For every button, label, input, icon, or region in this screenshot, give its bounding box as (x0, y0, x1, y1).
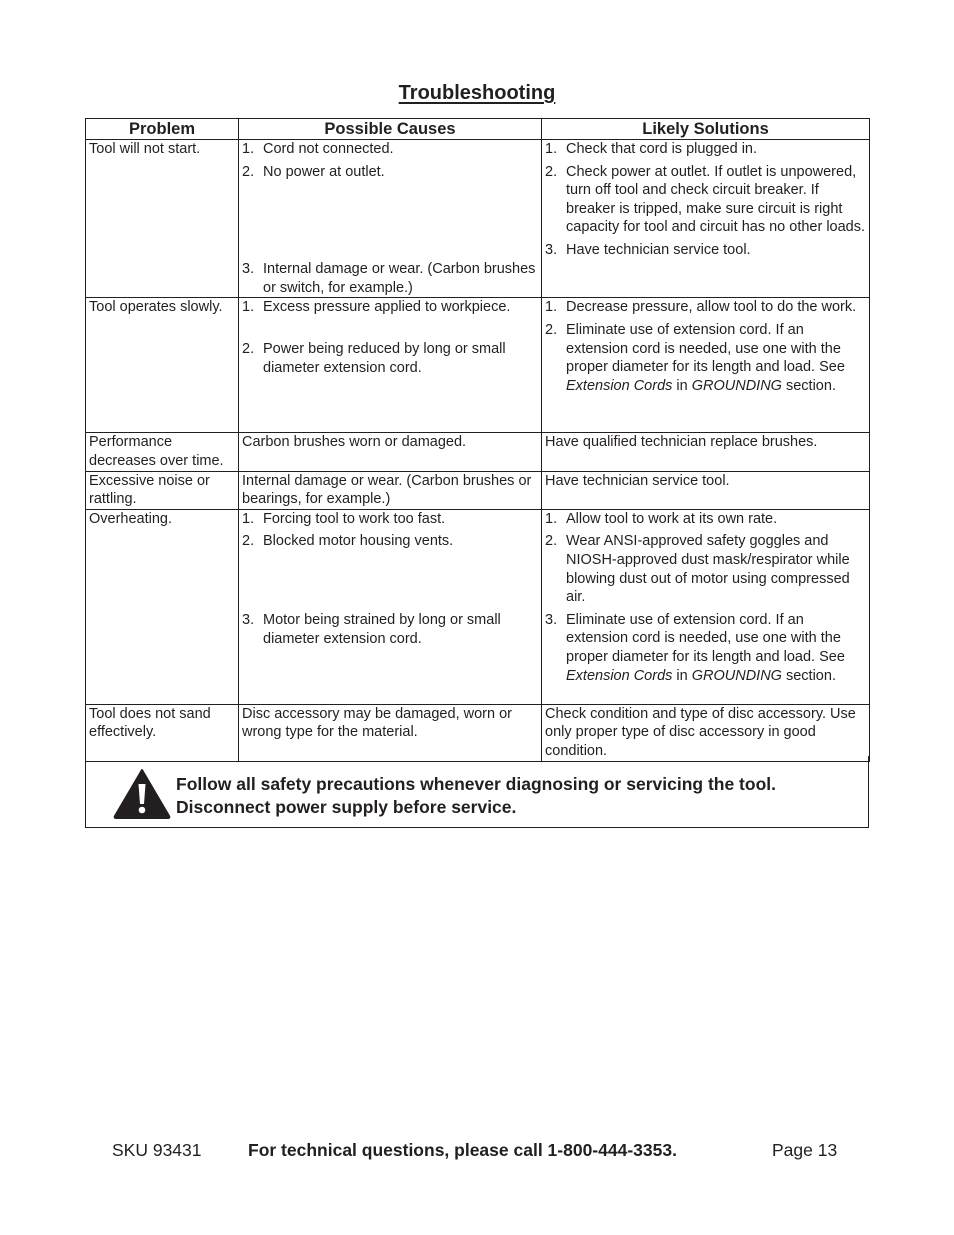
cause-item: 3. Internal damage or wear. (Carbon brushes or switch, for example.) (242, 261, 536, 296)
solution-item: 1. Allow tool to work at its own rate. (545, 510, 778, 527)
header-problem: Problem (86, 119, 239, 140)
problem-cell: Overheating. (86, 509, 239, 704)
cause-cell: Disc accessory may be damaged, worn or wrong type for the material. (239, 704, 542, 761)
solution-item: 2. Wear ANSI-approved safety goggles and NIOSH-approved dust mask/respirator while blowing dust out of motor using compressed air. (545, 533, 850, 606)
causes-cell (239, 298, 542, 433)
solution-item: 3. Have technician service tool. (545, 241, 751, 258)
solution-item: 2. Eliminate use of extension cord. If an extension cord is needed, use one with the proper diameter for its length and load. See Extension Cords in GROUNDING section. (545, 321, 845, 394)
footer-page-number: Page 13 (772, 1140, 838, 1160)
solutions-cell (542, 298, 870, 433)
solutions-cell (542, 140, 870, 298)
table-row (86, 140, 870, 298)
table-row (86, 509, 870, 704)
table-row (86, 298, 870, 433)
troubleshooting-table (85, 118, 870, 762)
cause-item: 1. Excess pressure applied to workpiece. (242, 299, 511, 316)
causes-cell (239, 509, 542, 704)
solution-item: 1. Decrease pressure, allow tool to do the work. (545, 299, 857, 316)
cause-item: 2. Power being reduced by long or small diameter extension cord. (242, 340, 506, 376)
cause-item: 2. Blocked motor housing vents. (242, 533, 454, 550)
table-row (86, 433, 870, 471)
warning-line-2: Disconnect power supply before service. (176, 797, 517, 817)
header-possible-causes: Possible Causes (239, 119, 542, 140)
table-header-row (86, 119, 870, 140)
problem-cell: Performance decreases over time. (86, 433, 239, 471)
header-likely-solutions: Likely Solutions (542, 119, 870, 140)
cause-item: 1. Cord not connected. (242, 141, 394, 157)
cause-item: 1. Forcing tool to work too fast. (242, 510, 446, 527)
problem-cell: Tool operates slowly. (86, 298, 239, 433)
table-row (86, 704, 870, 761)
solution-cell: Check condition and type of disc accessory. Use only proper type of disc accessory in good condition. (542, 704, 870, 761)
causes-cell (239, 140, 542, 298)
title-text: Troubleshooting (398, 82, 556, 104)
footer-sku: SKU 93431 (112, 1140, 202, 1160)
cause-cell: Carbon brushes worn or damaged. (239, 433, 542, 471)
solutions-cell (542, 509, 870, 704)
problem-cell: Tool will not start. (86, 140, 239, 298)
cause-cell: Internal damage or wear. (Carbon brushes or bearings, for example.) (239, 471, 542, 509)
solution-item: 2. Check power at outlet. If outlet is unpowered, turn off tool and check circuit breaker. If breaker is tripped, make sure circuit is right capacity for tool and circuit has no other loads. (545, 163, 866, 236)
solution-item: 1. Check that cord is plugged in. (545, 141, 758, 157)
page-title (0, 82, 954, 105)
footer-support-line: For technical questions, please call 1-800-444-3353. (248, 1140, 677, 1160)
table-row (86, 471, 870, 509)
safety-warning-box (85, 756, 869, 828)
cause-item: 2. No power at outlet. (242, 163, 385, 180)
warning-line-1: Follow all safety precautions whenever diagnosing or servicing the tool. (176, 774, 776, 794)
warning-text (176, 773, 856, 819)
problem-cell: Excessive noise or rattling. (86, 471, 239, 509)
cause-item: 3. Motor being strained by long or small diameter extension cord. (242, 611, 501, 647)
solution-item: 3. Eliminate use of extension cord. If an extension cord is needed, use one with the proper diameter for its length and load. See Extension Cords in GROUNDING section. (545, 611, 845, 684)
solution-cell: Have qualified technician replace brushes. (542, 433, 870, 471)
problem-cell: Tool does not sand effectively. (86, 704, 239, 761)
solution-cell: Have technician service tool. (542, 471, 870, 509)
warning-triangle-icon (113, 767, 171, 819)
